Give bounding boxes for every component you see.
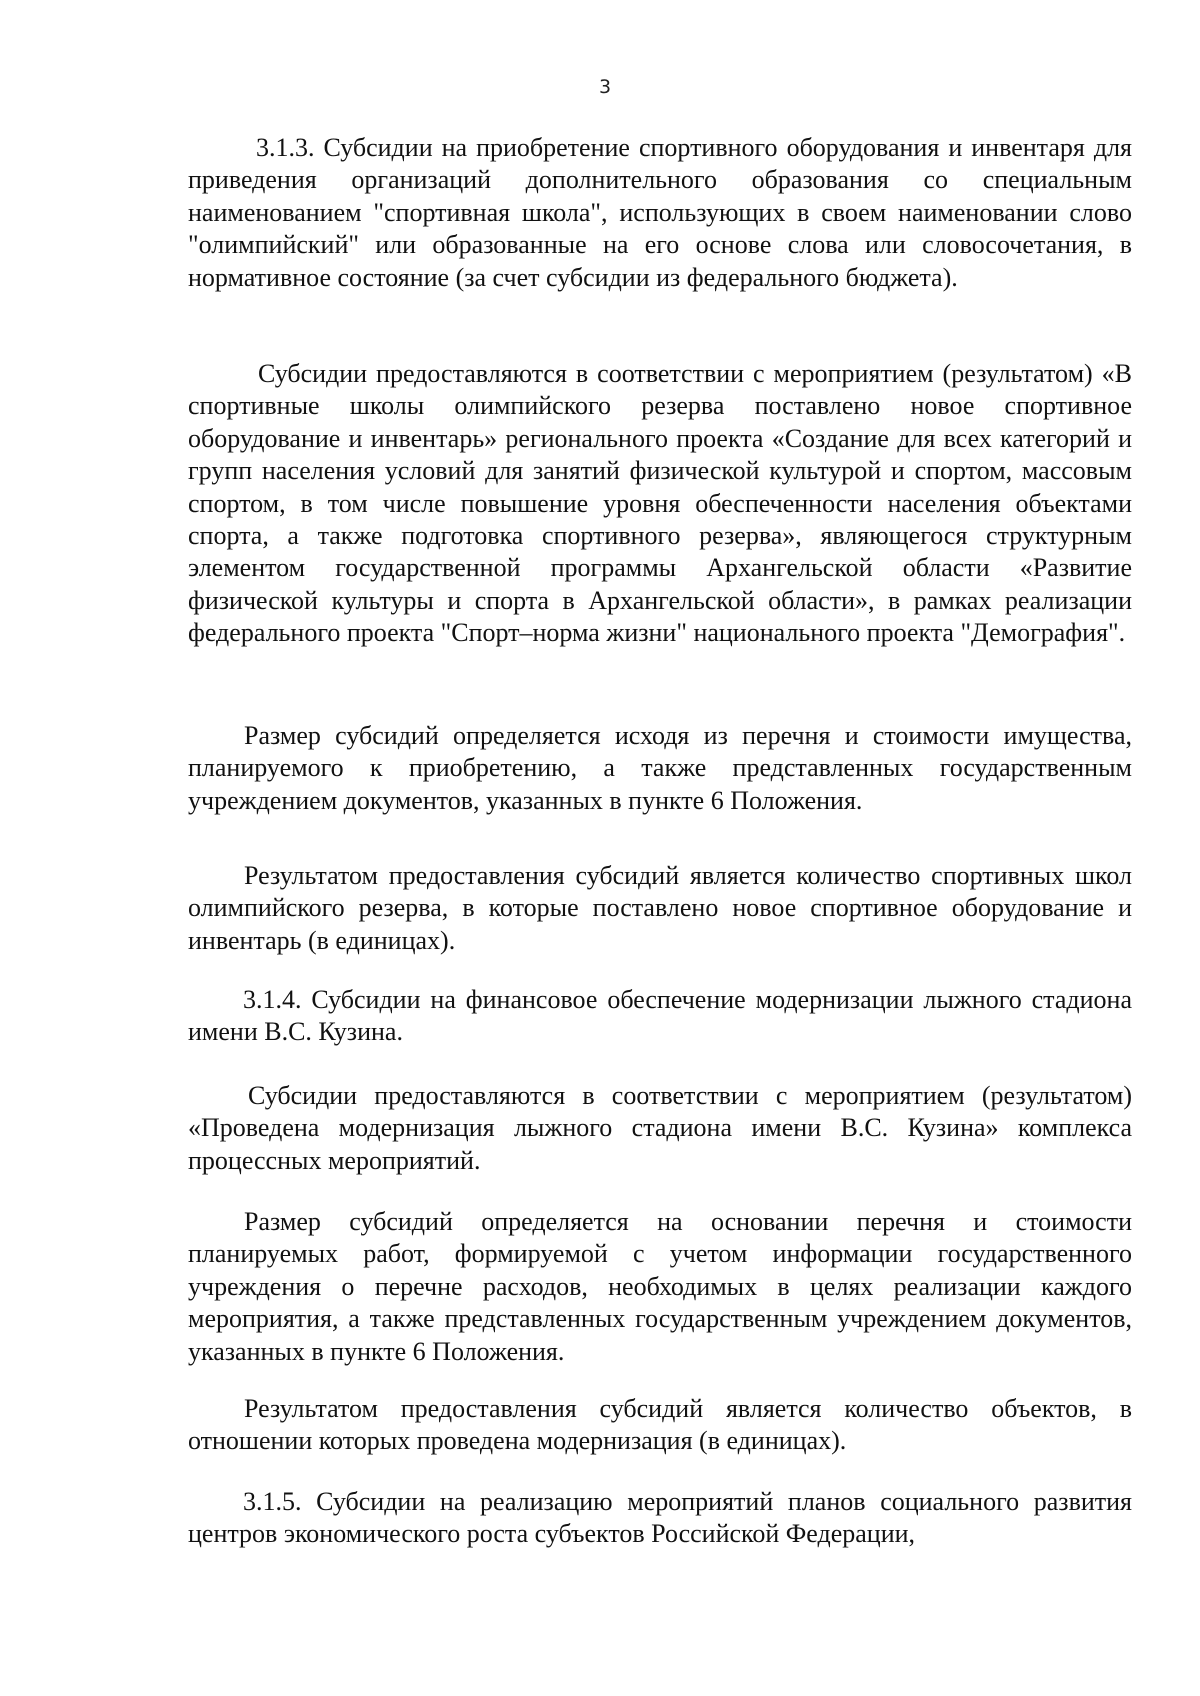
paragraph-3-1-3-heading: 3.1.3. Субсидии на приобретение спортивного оборудования и инвентаря для приведения организаций дополнительного образования со специальным наименованием "спортивная школа", использующих в своем наименовании слово "олимпийский" или образованные на его основе слова или словосочетания, в нормативное состояние (за счет субсидии из федерального бюджета).	[188, 133, 1132, 292]
paragraph-3-1-3-basis: Субсидии предоставляются в соответствии с мероприятием (результатом) «В спортивные школы олимпийского резерва поставлено новое спортивное оборудование и инвентарь» регионального проекта «Создание для всех категорий и групп населения условий для занятий физической культурой и спортом, массовым спортом, в том числе повышение уровня обеспеченности населения объектами спорта, а также подготовка спортивного резерва», являющегося структурным элементом государственной программы Архангельской области «Развитие физической культуры и спорта в Архангельской области», в рамках реализации федерального проекта "Спорт–норма жизни" национального проекта "Демография".	[188, 359, 1132, 648]
paragraph-3-1-4-result: Результатом предоставления субсидий является количество объектов, в отношении которых проведена модернизация (в единицах).	[188, 1394, 1132, 1456]
paragraph-3-1-3-result: Результатом предоставления субсидий является количество спортивных школ олимпийского резерва, в которые поставлено новое спортивное оборудование и инвентарь (в единицах).	[188, 861, 1132, 955]
paragraph-3-1-3-amount: Размер субсидий определяется исходя из перечня и стоимости имущества, планируемого к приобретению, а также представленных государственным учреждением документов, указанных в пункте 6 Положения.	[188, 721, 1132, 815]
paragraph-3-1-4-amount: Размер субсидий определяется на основании перечня и стоимости планируемых работ, формируемой с учетом информации государственного учреждения о перечне расходов, необходимых в целях реализации каждого мероприятия, а также представленных государственным учреждением документов, указанных в пункте 6 Положения.	[188, 1207, 1132, 1366]
paragraph-3-1-5-heading: 3.1.5. Субсидии на реализацию мероприятий планов социального развития центров экономического роста субъектов Российской Федерации,	[188, 1487, 1132, 1549]
page-number: 3	[598, 76, 612, 98]
paragraph-3-1-4-heading: 3.1.4. Субсидии на финансовое обеспечение модернизации лыжного стадиона имени В.С. Кузина.	[188, 985, 1132, 1047]
paragraph-3-1-4-basis: Субсидии предоставляются в соответствии с мероприятием (результатом) «Проведена модернизация лыжного стадиона имени В.С. Кузина» комплекса процессных мероприятий.	[188, 1081, 1132, 1175]
